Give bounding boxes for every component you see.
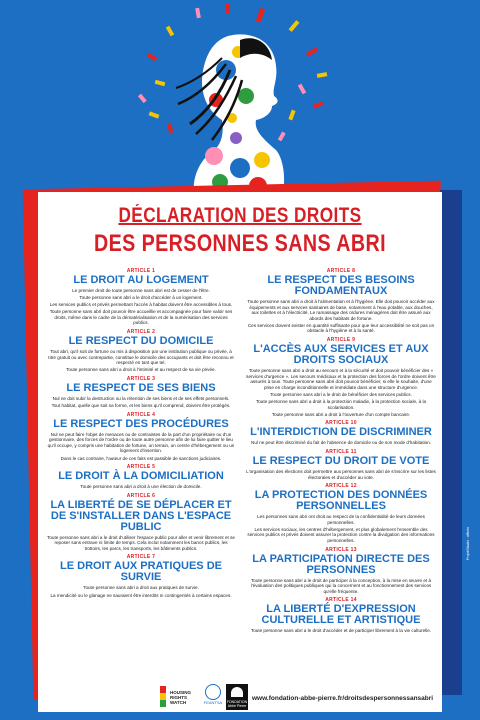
articles-left-column [46,268,236,601]
article-text: Toute personne sans abri a le droit d'accéder et de participer librement à la vie culturelle. [250,628,432,634]
article-number: ARTICLE 2 [126,329,156,336]
declaration-sheet [38,192,442,712]
poster-title-line2: DES PERSONNES SANS ABRI [94,230,386,257]
article-number: ARTICLE 14 [325,597,357,604]
article-block [46,268,236,326]
article-text: Toute personne sans abri a droit à l'ouverture d'un compte bancaire. [271,411,411,417]
article-number: ARTICLE 8 [326,268,356,274]
article-text: La mendicité ou le glanage ne sauraient être interdits ni contingentés à certains espaces. [50,592,232,598]
article-title: L'ACCÈS AUX SERVICES ET AUX DROITS SOCIAUX [253,343,429,367]
printer-credit: Projet/Studio : affiche [466,526,470,560]
footer-logos [38,682,442,712]
fondation-abbe-pierre-label: FONDATION Abbé Pierre [226,700,248,708]
woman-silhouette-figure [176,34,284,200]
feantsa-logo [198,684,228,710]
article-block [246,483,436,543]
article-text: Toute personne sans abri doit pouvoir être accueillie et accompagnée pour faire valoir ses droits, même dans le cadre de la dématérialisation et de la numérisation des services publics. [49,309,233,326]
article-text: Nul ne peut faire l'objet de menaces ou de contraintes de la part d'un propriétaire ou d'un gestionnaire, des forces de l'ordre ou de toute autre personne afin de lui faire quitter le lieu qu'il occupe, y compris une habitation de fortune, un terrain, un centre d'hébergement ou un logement d'insertion. [47,431,235,454]
article-text: Toute personne sans abri a le droit d'accéder à un logement. [79,295,203,301]
article-block [46,554,236,598]
article-title: LA LIBERTÉ D'EXPRESSION CULTURELLE ET ARTISTIQUE [261,603,421,627]
article-text: Dans le cas contraire, l'auteur de ces faits est passible de sanctions judiciaires. [60,455,222,461]
hero-illustration [0,0,480,200]
article-text: Toute personne sans abri a droit à l'intimité et au respect de sa vie privée. [66,367,216,373]
article-text: L'organisation des élections doit permettre aux personnes sans abri de s'inscrire sur les listes électorales et d'accéder au vote. [246,468,436,480]
article-block [246,337,436,417]
article-title: LE RESPECT DU DROIT DE VOTE [252,454,430,467]
article-number: ARTICLE 5 [126,464,156,471]
article-number: ARTICLE 9 [326,337,356,344]
article-text: Ces services doivent exister en quantité suffisante pour que leur accessibilité ne soit pas un obstacle à l'hygiène et à la santé. [247,322,435,334]
article-text: Les services publics et privés permettant l'accès à habitat doivent être accessibles à tous. [49,302,233,308]
article-block [46,464,236,490]
article-title: L'INTERDICTION DE DISCRIMINER [250,426,432,439]
article-block [246,547,436,595]
article-block [46,329,236,373]
article-text: Toute personne sans abri a droit au secours et à la sécurité et doit pouvoir bénéficier des « services d'urgence ». Les secours médicaux et la protection des forces de l'ordre doivent être assurés à tous. Toute personne sans abri doit pouvoir bénéficier, si elle le souhaite, d'une prise en charge inconditionnelle et immédiate dans une structure d'urgence. [246,368,436,390]
article-text: Nul ne doit subir la destruction ou la rétention de ses biens et de ses effets personnels. [52,395,230,401]
article-title: LE DROIT À LA DOMICILIATION [58,470,224,483]
article-text: Nul ne peut être discriminé du fait de l'absence de domicile ou de son mode d'habitation. [251,440,431,446]
article-text: Les services sociaux, les centres d'hébergement, et plus globalement l'ensemble des services publics et privés doivent assurer la protection contre la divulgation des informations personnelles. [247,526,435,543]
footer-url-link[interactable]: www.fondation-abbe-pierre.fr/droitsdespersonnessansabri [252,695,434,702]
article-text: Toute personne sans abri a le droit de participer à la conception, à la mise en œuvre et à l'évaluation des politiques publiques qui la concernent et au fonctionnement des services qu'elle fréquente. [250,577,432,594]
article-title: LE DROIT AU LOGEMENT [73,274,209,286]
article-number: ARTICLE 10 [325,420,357,427]
article-title: LA PROTECTION DES DONNÉES PERSONNELLES [254,489,428,513]
article-number: ARTICLE 7 [126,554,156,561]
article-number: ARTICLE 6 [126,492,156,499]
article-block [46,376,236,409]
article-block [246,597,436,634]
article-text: Toute personne sans abri a le droit d'utiliser l'espace public pour aller et venir librement et se reposer sans entrave ni limite de temps. Cela inclut notamment les bancs publics, les trottoirs, les parcs, les transports, les bâtiments publics. [47,534,235,551]
article-text: Toute personne sans abri a droit à la protection maladie, à la protection sociale, à la scolarisation. [255,399,427,410]
article-block [46,412,236,461]
article-text: Toute personne sans abri a droit aux pratiques de survie. [83,585,199,591]
article-title: LE RESPECT DES PROCÉDURES [53,417,229,430]
article-text: Toute personne sans abri a droit à une élection de domicile. [80,484,202,490]
article-title: LE RESPECT DE SES BIENS [66,381,216,394]
abbe-pierre-silhouette-icon [231,687,243,697]
articles-right-column [246,268,436,637]
article-title: LA PARTICIPATION DIRECTE DES PERSONNES [252,552,430,576]
article-title: LA LIBERTÉ DE SE DÉPLACER ET DE S'INSTALLER DANS L'ESPACE PUBLIC [50,498,232,533]
feantsa-ring-icon [205,684,221,700]
article-text: Tout habitat, quelle que soit sa forme, et les biens qu'il comprend, doivent être protégés. [51,403,231,409]
article-block [246,420,436,446]
article-number: ARTICLE 1 [126,268,156,274]
article-text: Toute personne sans abri a droit à l'alimentation et à l'hygiène. Elle doit pouvoir accéder aux équipements et aux services sanitaires de base, notamment à l'eau potable, aux douches, aux toilettes et à l'électricité. Le ramassage des ordures ménagères doit être assuré aux abords des habitats de fortune. [247,299,435,321]
article-text: Les personnes sans abri ont droit au respect de la confidentialité de leurs données personnelles. [257,514,425,525]
article-text: Le premier droit de toute personne sans abri est de cesser de l'être. [72,288,210,293]
article-title: LE DROIT AUX PRATIQUES DE SURVIE [60,560,222,584]
article-title: LE RESPECT DES BESOINS FONDAMENTAUX [267,274,415,297]
fondation-abbe-pierre-logo [226,684,248,710]
article-number: ARTICLE 4 [126,411,156,418]
article-number: ARTICLE 13 [325,546,357,553]
article-number: ARTICLE 12 [325,483,357,490]
article-title: LE RESPECT DU DOMICILE [68,335,214,348]
article-text: Toute personne sans abri a le droit de bénéficier des services publics. [270,391,412,397]
article-number: ARTICLE 3 [126,375,156,382]
article-block [246,268,436,334]
article-block [46,493,236,552]
side-blue-strip [440,190,462,695]
housing-rights-watch-label: HOUSING RIGHTS WATCH [170,690,192,705]
article-text: Tout abri, qu'il soit de fortune ou mis à disposition par une institution publique ou privée, à titre gratuit ou avec contrepartie, constitue le domicile des occupants et doit être reconnu et respecté en tant que tel. [48,349,234,366]
poster-title-line1: DÉCLARATION DES DROITS [118,204,362,227]
feantsa-label: FEANTSA [203,700,223,705]
article-number: ARTICLE 11 [325,448,357,455]
article-block [246,449,436,480]
